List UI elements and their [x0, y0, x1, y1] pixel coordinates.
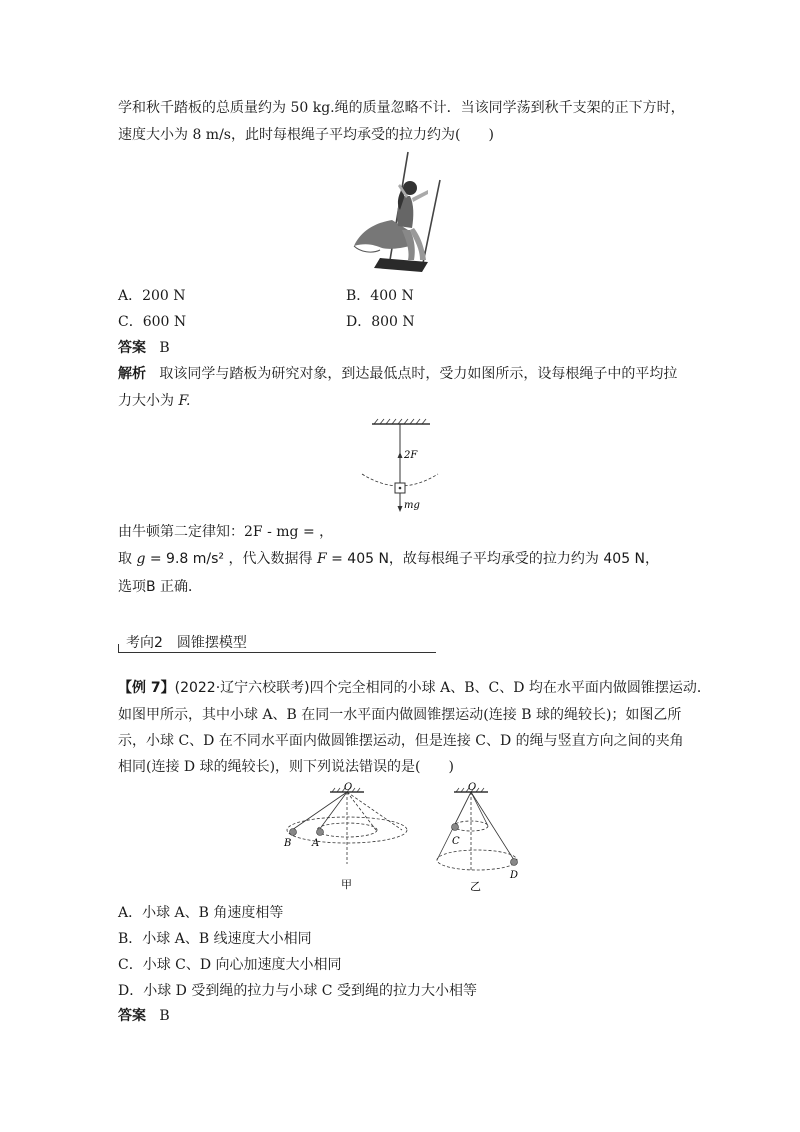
q6-option-b: B．400 N	[346, 288, 414, 304]
q6-answer-value: B	[159, 340, 170, 356]
q6-analysis-line2	[118, 391, 190, 411]
q6-calc-line	[118, 549, 659, 569]
fig-yi-D: D	[510, 870, 519, 881]
q7-answer-tag: 答案	[118, 1008, 146, 1024]
q7-option-c: C．小球 C、D 向心加速度大小相同	[118, 957, 342, 973]
gravity-label: mg	[404, 500, 420, 511]
q6-eq-math: 2F - mg = ，	[244, 524, 334, 540]
q6-option-d: D．800 N	[346, 314, 415, 330]
q6-stem-line1: 学和秋千踏板的总质量约为 50 kg.绳的质量忽略不计．当该同学荡到秋千支架的正下方时，	[118, 100, 685, 116]
q7-answer-value: B	[159, 1008, 170, 1024]
section-title: 考向2 圆锥摆模型	[126, 635, 247, 651]
fig-jia-A: A	[312, 838, 320, 849]
q6-calc-F: F	[316, 551, 327, 567]
conical-pendulum-fig-yi	[432, 782, 532, 892]
fig-yi-O: O	[468, 782, 477, 793]
q7-stem-line4: 相同(连接 D 球的绳较长)，则下列说法错误的是( )	[118, 759, 454, 775]
q7-tag: 【例 7】	[118, 680, 175, 696]
section-heading-underline	[118, 652, 436, 653]
swing-illustration	[350, 150, 450, 276]
q6-conclusion: 选项B 正确．	[118, 579, 203, 595]
q7-option-b: B．小球 A、B 线速度大小相同	[118, 931, 312, 947]
tension-label: 2F	[404, 450, 418, 461]
conical-pendulum-fig-jia	[278, 782, 418, 892]
q7-answer-line	[118, 1006, 170, 1026]
q7-option-d: D．小球 D 受到绳的拉力与小球 C 受到绳的拉力大小相等	[118, 983, 477, 999]
q6-answer-line	[118, 338, 170, 358]
q7-option-a: A．小球 A、B 角速度相等	[118, 905, 284, 921]
q7-stem-line2: 如图甲所示，其中小球 A、B 在同一水平面内做圆锥摆运动(连接 B 球的绳较长)；如图乙所	[118, 707, 682, 723]
fig-jia-O: O	[344, 782, 353, 793]
q7-stem-line3: 示，小球 C、D 在不同水平面内做圆锥摆运动，但是连接 C、D 的绳与竖直方向之间的夹角	[118, 733, 684, 749]
q7-source: (2022·辽宁六校联考)	[174, 680, 310, 696]
q6-calc-g: g	[136, 551, 146, 567]
q6-calc-b: = 9.8 m/s² ，代入数据得	[145, 551, 317, 567]
q6-analysis-tag: 解析	[118, 366, 146, 382]
fig-yi-C: C	[452, 836, 460, 847]
fig-jia-B: B	[284, 838, 292, 849]
q7-line1-rest: 四个完全相同的小球 A、B、C、D 均在水平面内做圆锥摆运动．	[309, 680, 711, 696]
q6-answer-tag: 答案	[118, 340, 146, 356]
section-heading	[118, 630, 436, 654]
q6-analysis-line1	[118, 364, 677, 384]
q6-calc-c: = 405 N，故每根绳子平均承受的拉力约为 405 N，	[326, 551, 660, 567]
force-diagram	[360, 416, 450, 516]
q6-calc-a: 取	[118, 551, 137, 567]
fig-jia-caption: 甲	[341, 878, 352, 891]
q6-analysis-text1: 取该同学与踏板为研究对象，到达最低点时，受力如图所示，设每根绳子中的平均拉	[159, 366, 678, 382]
q7-stem-line1	[118, 678, 711, 698]
q6-equation-line	[118, 522, 333, 542]
q6-analysis-var: F.	[178, 393, 191, 409]
q6-analysis-text2: 力大小为	[118, 393, 179, 409]
q6-stem-line2: 速度大小为 8 m/s，此时每根绳子平均承受的拉力约为( )	[118, 127, 494, 143]
q6-option-c: C．600 N	[118, 314, 187, 330]
fig-yi-caption: 乙	[470, 880, 481, 892]
q6-option-a: A．200 N	[118, 288, 186, 304]
q6-eq-prefix: 由牛顿第二定律知：	[118, 524, 244, 540]
